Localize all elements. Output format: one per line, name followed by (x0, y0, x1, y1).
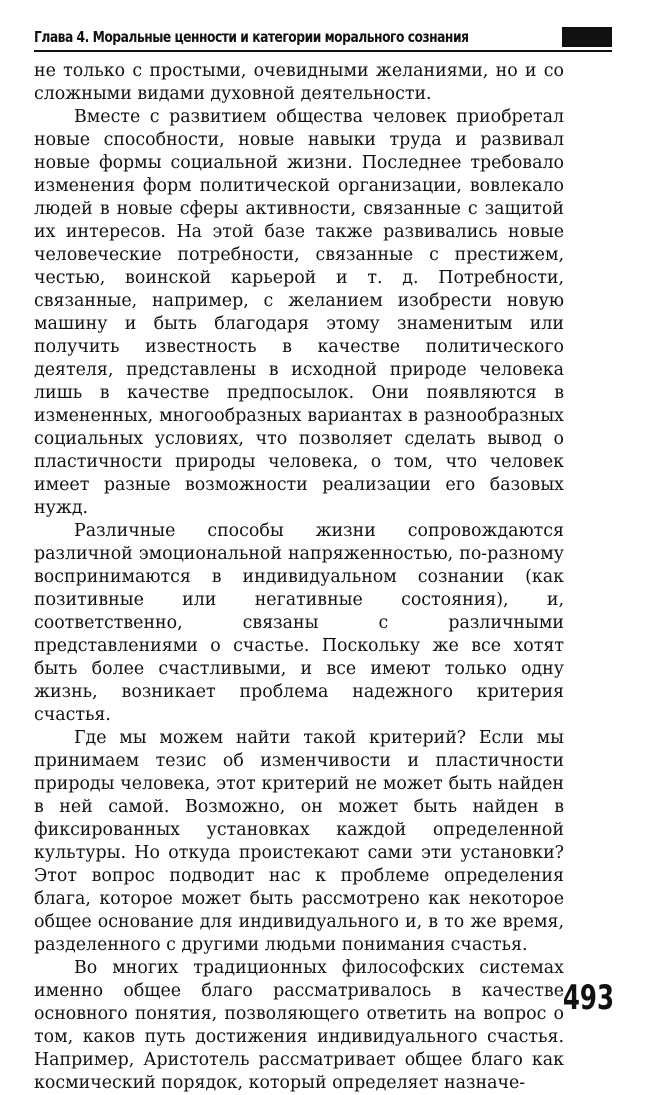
body-text (34, 60, 564, 1095)
paragraph: Где мы можем найти такой критерий? Если мы принимаем тезис об изменчивости и пластичности природы человека, этот критерий не может быть найден в ней самой. Возможно, он может быть найден в фиксированных установках каждой определенной культуры. Но откуда проистекают сами эти установки? Этот вопрос подводит нас к проблеме определения блага, которое может быть рассмотрено как некоторое общее основание для индивидуального и, в то же время, разделенного с другими людьми понимания счастья. (34, 728, 564, 955)
chapter-title: Глава 4. Моральные ценности и категории морального сознания (34, 28, 469, 46)
paragraph-continuation: не только с простыми, очевидными желаниями, но и со сложными видами духовной деятельности. (34, 61, 564, 104)
paragraph: Во многих традиционных философских системах именно общее благо рассматривалось в качестве основного понятия, позволяющего ответить на вопрос о том, каков путь достижения индивидуального счастья. Например, Аристотель рассматривает общее благо как космический порядок, который определяет назначе- (34, 958, 564, 1093)
header-black-bar (562, 27, 612, 47)
page-number: 493 (562, 978, 614, 1018)
paragraph: Вместе с развитием общества человек приобретал новые способности, новые навыки труда и развивал новые формы социальной жизни. Последнее требовало изменения форм политической организации, вовлекало людей в новые сферы активности, связанные с защитой их интересов. На этой базе также развивались новые человеческие потребности, связанные с престижем, честью, воинской карьерой и т. д. Потребности, связанные, например, с желанием изобрести новую машину и быть благодаря этому знаменитым или получить известность в качестве политического деятеля, представлены в исходной природе человека лишь в качестве предпосылок. Они появляются в измененных, многообразных вариантах в разнообразных социальных условиях, что позволяет сделать вывод о пластичности природы человека, о том, что человек имеет разные возможности реализации его базовых нужд. (34, 107, 564, 518)
running-head (34, 24, 612, 52)
paragraph: Различные способы жизни сопровождаются различной эмоциональной напряженностью, по-разному воспринимаются в индивидуальном сознании (как позитивные или негативные состояния), и, соответственно, связаны с различными представлениями о счастье. Поскольку же все хотят быть более счастливыми, и все имеют только одну жизнь, возникает проблема надежного критерия счастья. (34, 521, 564, 725)
